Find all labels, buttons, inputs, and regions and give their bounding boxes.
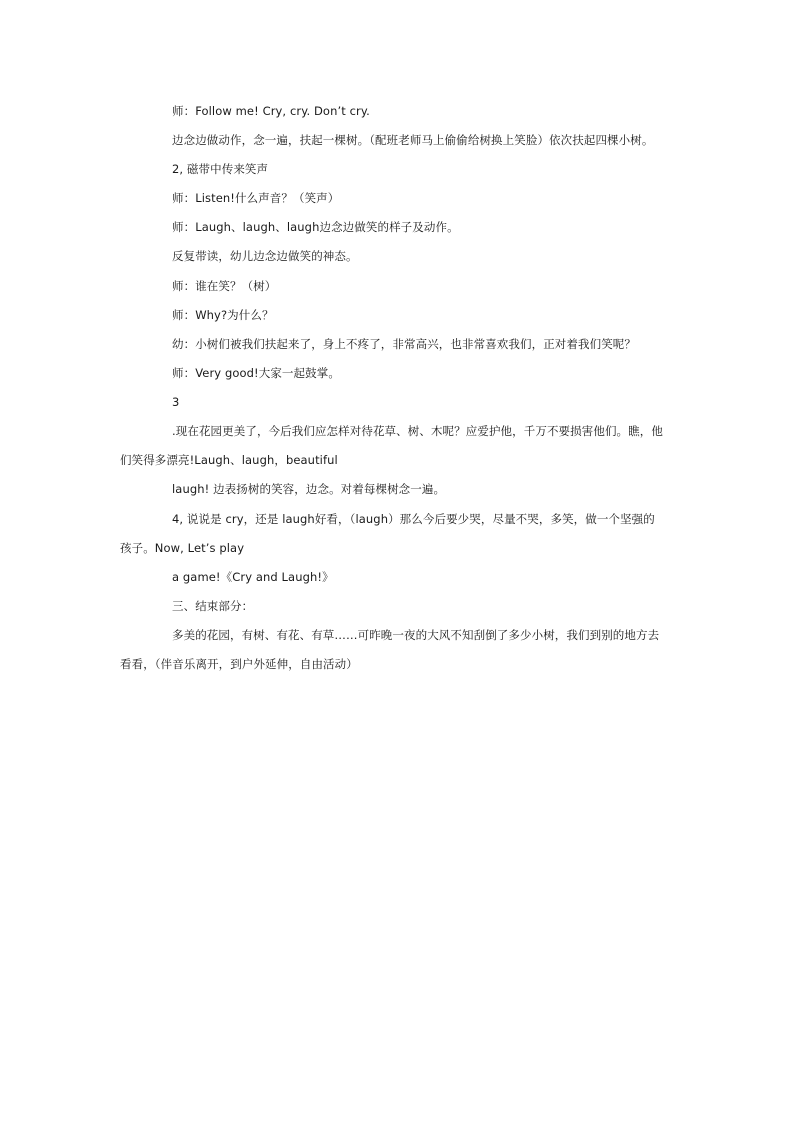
text-line: 师：Very good!大家一起鼓掌。 — [172, 366, 340, 380]
text-line: 边念边做动作，念一遍，扶起一棵树。（配班老师马上偷偷给树换上笑脸）依次扶起四棵小树。 — [172, 133, 654, 147]
text-line: 师：Why?为什么？ — [172, 308, 274, 322]
text-line: 4, 说说是 cry，还是 laugh好看，（laugh）那么今后要少哭，尽量不哭，多笑，做一个坚强的 — [172, 512, 655, 526]
text-line: 幼：小树们被我们扶起来了，身上不疼了，非常高兴，也非常喜欢我们，正对着我们笑呢？ — [172, 337, 636, 351]
text-line: 多美的花园，有树、有花、有草……可昨晚一夜的大风不知刮倒了多少小树，我们到别的地方去 — [172, 628, 660, 642]
text-line: 反复带读，幼儿边念边做笑的神态。 — [172, 249, 358, 263]
text-line: 孩子。Now, Let’s play — [120, 541, 245, 555]
text-line: 们笑得多漂亮!Laugh、laugh，beautiful — [120, 453, 338, 467]
text-line: 师：谁在笑？（树） — [172, 279, 277, 293]
text-line: 师：Laugh、laugh、laugh边念边做笑的样子及动作。 — [172, 220, 459, 234]
text-line: 看看，（伴音乐离开，到户外延伸，自由活动） — [120, 657, 358, 671]
text-line: laugh! 边表扬树的笑容，边念。对着每棵树念一遍。 — [172, 482, 446, 496]
text-line: a game!《Cry and Laugh!》 — [172, 570, 334, 584]
text-line: 3 — [172, 395, 180, 409]
text-line: 2, 磁带中传来笑声 — [172, 162, 269, 176]
text-line: 师：Listen!什么声音？（笑声） — [172, 191, 340, 205]
text-line: .现在花园更美了，今后我们应怎样对待花草、树、木呢？应爱护他，千万不要损害他们。瞧，他 — [172, 424, 663, 438]
text-line: 师：Follow me! Cry, cry. Don’t cry. — [172, 104, 370, 118]
section-heading: 三、结束部分： — [172, 599, 254, 613]
